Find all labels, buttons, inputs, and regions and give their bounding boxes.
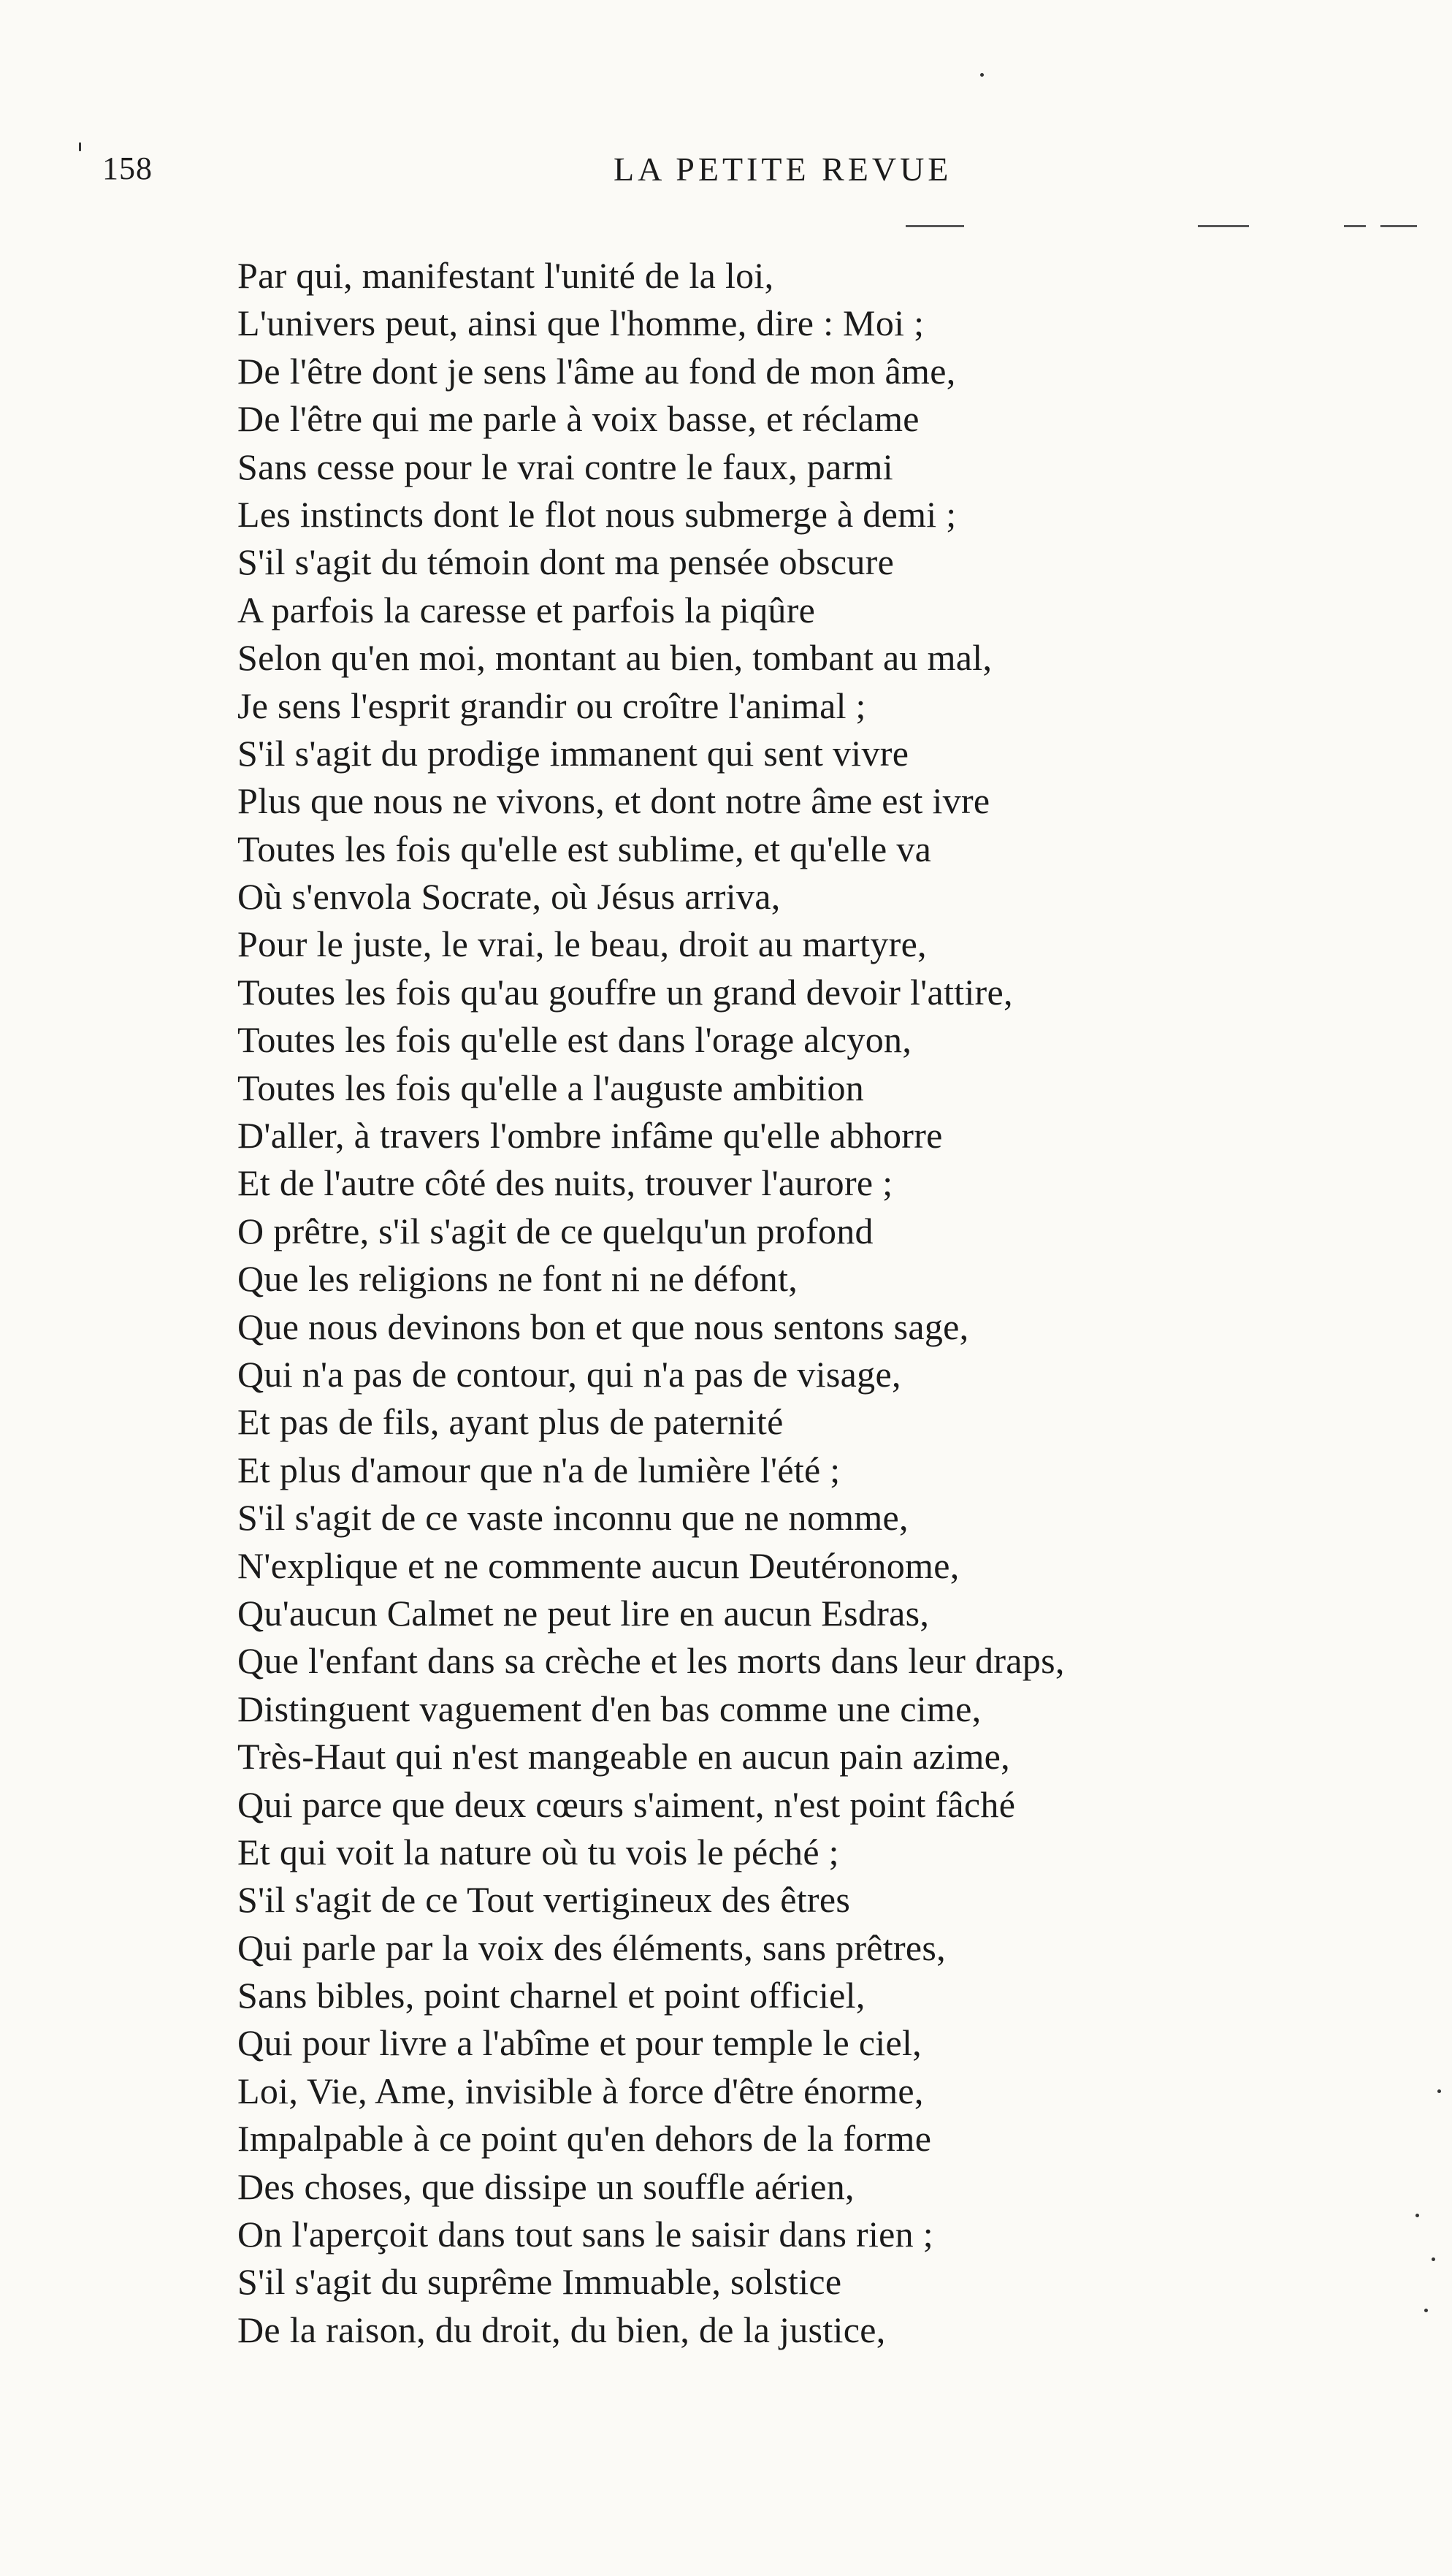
verse-line: On l'aperçoit dans tout sans le saisir dans rien ; [237,2214,933,2255]
verse-line: Et de l'autre côté des nuits, trouver l'aurore ; [237,1162,893,1204]
verse-line: De l'être qui me parle à voix basse, et réclame [237,398,920,440]
verse-line: Qui n'a pas de contour, qui n'a pas de visage, [237,1353,901,1395]
verse-line: N'explique et ne commente aucun Deutéronome, [237,1544,960,1586]
verse-line: Sans cesse pour le vrai contre le faux, parmi [237,446,893,487]
verse-line: D'aller, à travers l'ombre infâme qu'elle abhorre [237,1115,943,1156]
verse-line: Par qui, manifestant l'unité de la loi, [237,255,774,296]
verse-line: S'il s'agit du prodige immanent qui sent vivre [237,732,909,774]
verse-line: Et pas de fils, ayant plus de paternité [237,1401,784,1443]
verse-line: L'univers peut, ainsi que l'homme, dire : Moi ; [237,302,925,344]
page-number: 158 [102,150,153,186]
header-rule-fragment [1198,225,1249,227]
verse-line: Que l'enfant dans sa crèche et les morts dans leur draps, [237,1640,1065,1682]
verse-line: Toutes les fois qu'elle est sublime, et qu'elle va [237,828,932,869]
verse-line: Impalpable à ce point qu'en dehors de la forme [237,2118,932,2160]
poem-text [237,252,1435,2354]
verse-line: Qui parce que deux cœurs s'aiment, n'est point fâché [237,1783,1016,1825]
verse-line: Je sens l'esprit grandir ou croître l'animal ; [237,685,866,726]
verse-line: Qui parle par la voix des éléments, sans prêtres, [237,1927,946,1968]
verse-line: Très-Haut qui n'est mangeable en aucun pain azime, [237,1736,1010,1777]
verse-line: Que nous devinons bon et que nous sentons sage, [237,1306,969,1347]
verse-line: S'il s'agit de ce vaste inconnu que ne nomme, [237,1497,909,1539]
verse-line: Selon qu'en moi, montant au bien, tombant au mal, [237,637,993,679]
verse-line: Des choses, que dissipe un souffle aérien, [237,2165,855,2207]
verse-line: Qui pour livre a l'abîme et pour temple le ciel, [237,2022,922,2064]
verse-line: Sans bibles, point charnel et point officiel, [237,1975,866,2016]
verse-line: Plus que nous ne vivons, et dont notre âme est ivre [237,780,990,822]
verse-line: Les instincts dont le flot nous submerge à demi ; [237,493,957,535]
scan-speck [79,142,81,151]
verse-line: Et plus d'amour que n'a de lumière l'été ; [237,1449,841,1490]
verse-line: De l'être dont je sens l'âme au fond de mon âme, [237,350,956,392]
verse-line: Distinguent vaguement d'en bas comme une cime, [237,1688,982,1729]
header-rule-fragment [1344,225,1366,227]
scan-speck [1437,2089,1441,2093]
verse-line: S'il s'agit du témoin dont ma pensée obscure [237,541,895,583]
verse-line: S'il s'agit de ce Tout vertigineux des êtres [237,1879,851,1921]
scan-speck [980,73,984,77]
page-header [102,150,1242,201]
header-rule-fragment [906,225,964,227]
verse-line: Loi, Vie, Ame, invisible à force d'être énorme, [237,2070,924,2111]
verse-line: Que les religions ne font ni ne défont, [237,1258,798,1300]
running-title: LA PETITE REVUE [614,150,952,188]
verse-line: Qu'aucun Calmet ne peut lire en aucun Esdras, [237,1592,930,1634]
verse-line: Toutes les fois qu'elle est dans l'orage alcyon, [237,1019,912,1061]
verse-line: Toutes les fois qu'au gouffre un grand devoir l'attire, [237,971,1013,1013]
verse-line: A parfois la caresse et parfois la piqûre [237,589,816,630]
verse-line: De la raison, du droit, du bien, de la justice, [237,2309,886,2350]
verse-line: O prêtre, s'il s'agit de ce quelqu'un profond [237,1210,874,1251]
verse-line: Où s'envola Socrate, où Jésus arriva, [237,876,781,918]
verse-line: Pour le juste, le vrai, le beau, droit au martyre, [237,923,927,965]
header-rule-fragment [1380,225,1417,227]
verse-line: Toutes les fois qu'elle a l'auguste ambition [237,1067,865,1108]
verse-line: Et qui voit la nature où tu vois le péché ; [237,1831,839,1872]
verse-line: S'il s'agit du suprême Immuable, solstice [237,2261,842,2303]
